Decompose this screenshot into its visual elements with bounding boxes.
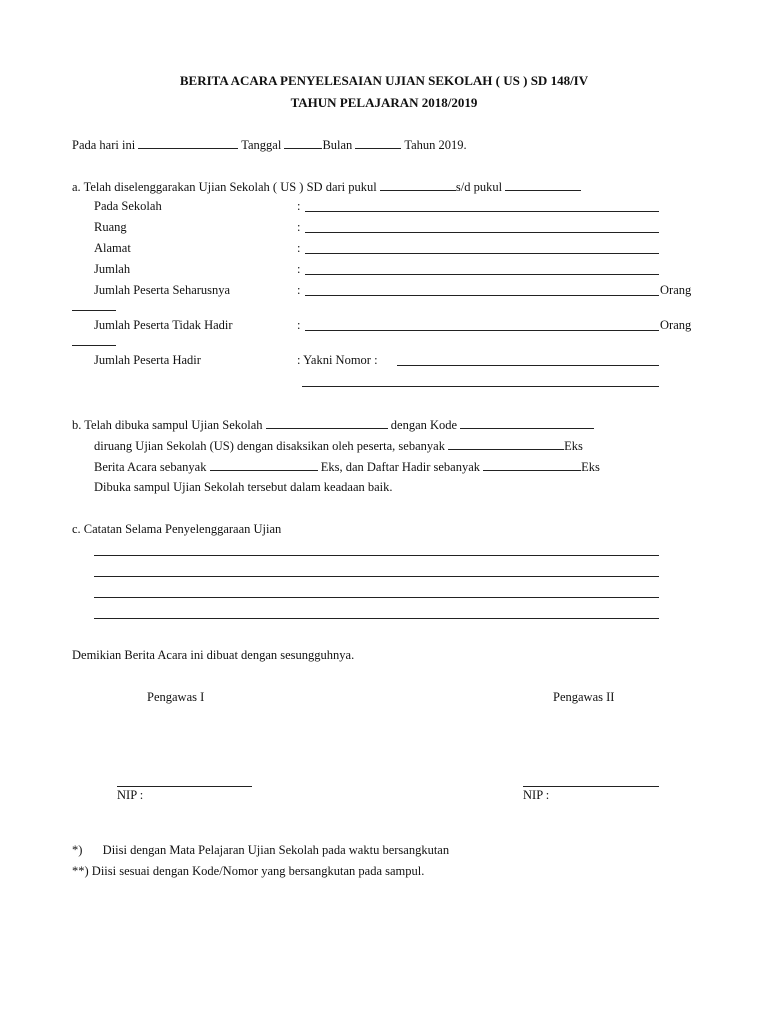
berita-acara-blank[interactable]	[210, 458, 318, 471]
field-label-ruang: Ruang	[94, 220, 127, 234]
field-line-yakni-nomor[interactable]	[397, 365, 659, 366]
field-colon: :	[297, 220, 301, 234]
daftar-hadir-blank[interactable]	[483, 458, 581, 471]
signature-line-2[interactable]	[523, 786, 659, 787]
eks-unit: Eks	[581, 460, 600, 474]
section-b-line1-text: b. Telah dibuka sampul Ujian Sekolah	[72, 418, 263, 432]
pukul-start-blank[interactable]	[380, 178, 456, 191]
section-b-line4: Dibuka sampul Ujian Sekolah tersebut dalam keadaan baik.	[94, 480, 393, 494]
tanggal-blank[interactable]	[284, 136, 322, 149]
orang-unit: Orang	[660, 283, 692, 297]
pengawas-2-label: Pengawas II	[553, 690, 615, 704]
nip-label-1: NIP :	[117, 788, 144, 802]
field-label-alamat: Alamat	[94, 241, 131, 255]
orang-unit: Orang	[660, 318, 692, 332]
section-b-line3-text: Berita Acara sebanyak	[94, 460, 207, 474]
section-c-label: c. Catatan Selama Penyelenggaraan Ujian	[72, 522, 282, 536]
field-colon: :	[297, 262, 301, 276]
catatan-line-2[interactable]	[94, 576, 659, 577]
eks-unit: Eks	[564, 439, 583, 453]
catatan-line-3[interactable]	[94, 597, 659, 598]
field-colon: :	[297, 318, 301, 332]
field-line-tidak-hadir[interactable]	[305, 330, 659, 331]
peserta-blank[interactable]	[448, 437, 564, 450]
kode-label: dengan Kode	[390, 418, 458, 432]
sampul-blank[interactable]	[266, 416, 388, 429]
field-line-sekolah[interactable]	[305, 211, 659, 212]
field-colon: :	[297, 241, 301, 255]
footnote-1-text: Diisi dengan Mata Pelajaran Ujian Sekolah pada waktu bersangkutan	[102, 843, 450, 857]
kode-blank[interactable]	[460, 416, 594, 429]
wrap-line-tidak-hadir	[72, 345, 116, 346]
footnote-1-mark: *)	[72, 843, 83, 857]
field-label-seharusnya: Jumlah Peserta Seharusnya	[94, 283, 231, 297]
field-line-alamat[interactable]	[305, 253, 659, 254]
field-label-hadir: Jumlah Peserta Hadir	[94, 353, 201, 367]
field-label-jumlah: Jumlah	[94, 262, 131, 276]
catatan-line-4[interactable]	[94, 618, 659, 619]
intro-hari: Pada hari ini	[72, 138, 136, 152]
footnote-2: **) Diisi sesuai dengan Kode/Nomor yang bersangkutan pada sampul.	[72, 864, 425, 878]
section-a-lead-text: a. Telah diselenggarakan Ujian Sekolah ( US ) SD dari pukul	[72, 180, 377, 194]
closing-statement: Demikian Berita Acara ini dibuat dengan sesungguhnya.	[72, 648, 355, 662]
intro-line	[72, 136, 467, 153]
field-line-yakni-nomor-2[interactable]	[302, 386, 659, 387]
pengawas-1-label: Pengawas I	[147, 690, 205, 704]
document-subtitle: TAHUN PELAJARAN 2018/2019	[290, 95, 478, 110]
nip-label-2: NIP :	[523, 788, 550, 802]
intro-tanggal: Tanggal	[241, 138, 282, 152]
document-title: BERITA ACARA PENYELESAIAN UJIAN SEKOLAH ( US ) SD 148/IV	[179, 73, 589, 88]
field-line-seharusnya[interactable]	[305, 295, 659, 296]
section-b-line3	[94, 458, 600, 475]
field-line-ruang[interactable]	[305, 232, 659, 233]
field-label-tidak-hadir: Jumlah Peserta Tidak Hadir	[94, 318, 233, 332]
yakni-nomor-label: : Yakni Nomor :	[297, 353, 378, 367]
section-b-line2-text: diruang Ujian Sekolah (US) dengan disaksikan oleh peserta, sebanyak	[94, 439, 445, 453]
section-b-line2	[94, 437, 583, 454]
sd-pukul-text: s/d pukul	[455, 180, 503, 194]
intro-bulan: Bulan	[322, 138, 353, 152]
section-b-line1	[72, 416, 594, 433]
pukul-end-blank[interactable]	[505, 178, 581, 191]
field-colon: :	[297, 283, 301, 297]
hari-blank[interactable]	[138, 136, 238, 149]
field-colon: :	[297, 199, 301, 213]
footnote-1	[72, 843, 449, 858]
bulan-blank[interactable]	[355, 136, 401, 149]
section-a-lead	[72, 178, 581, 195]
intro-tahun: Tahun 2019.	[404, 138, 467, 152]
catatan-line-1[interactable]	[94, 555, 659, 556]
wrap-line-seharusnya	[72, 310, 116, 311]
daftar-hadir-label: Eks, dan Daftar Hadir sebanyak	[320, 460, 481, 474]
field-label-sekolah: Pada Sekolah	[94, 199, 162, 213]
field-line-jumlah[interactable]	[305, 274, 659, 275]
signature-line-1[interactable]	[117, 786, 252, 787]
